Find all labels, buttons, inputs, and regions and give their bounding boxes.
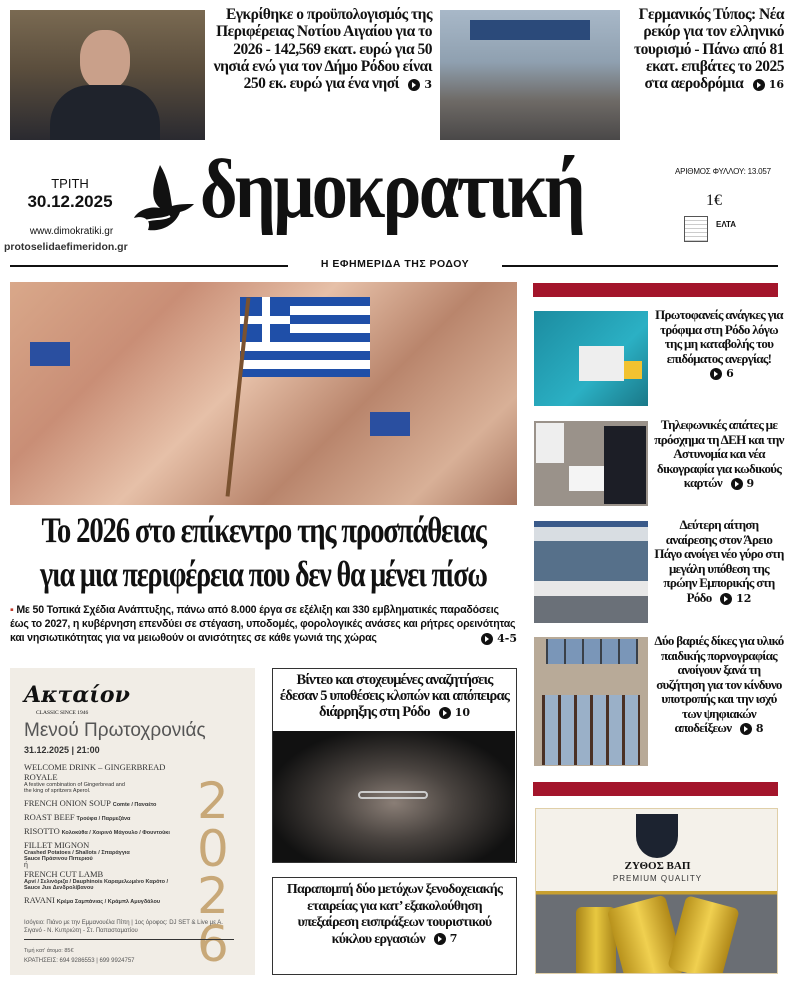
- source-site[interactable]: protoselidaefimeridon.gr: [4, 241, 128, 253]
- side-story-4-page: 8: [740, 723, 764, 735]
- top-story-2-page: 16: [753, 79, 784, 91]
- ad-datetime: 31.12.2025 | 21:00: [24, 745, 100, 755]
- top-story-1-headline: Εγκρίθηκε ο προϋπολογισμός της Περιφέρειας Νοτίου Αιγαίου για το 2026 - 142,569 εκατ. ευρώ για 50 νησιά ενώ για τον Δήμο Ρόδου είναι 250 εκ. ευρώ για ένα νησί: [213, 6, 432, 93]
- side-story-2-photo: [534, 421, 648, 506]
- elta-logo: ΕΛΤΑ: [716, 220, 737, 229]
- tagline-rule-right: [502, 265, 778, 267]
- postal-permit-stamp: [684, 216, 708, 242]
- ad-brand-sub: CLASSIC SINCE 1946: [36, 710, 89, 716]
- price: 1€: [706, 192, 722, 209]
- side-story-1[interactable]: [654, 308, 784, 381]
- ad-year: 2026: [197, 772, 229, 973]
- ad-menu-list: WELCOME DRINK – GINGERBREAD ROYALE A festive combination of Gingerbread and the king of spritzers Aperol. FRENCH ONION SOUP Comte / Παναέτο ROAST BEEF Τρούφα / Παρμεζάνα RISOTTO Κολοκύθα / Χοιρινό Μάγουλο / Φουντούκι FILLET MIGNON Crashed Potatoes / Shallots / Σπαράγγια Sauce Πράσινου Πιπεριού ή FRENCH CUT LAMB Αρνί / Σελινόριζα / Dauphinois Καραμελωμένο Καρότο / Sauce Jus Δενδρολίβανου RAVANI Κρέμα Σαμπάνιας / Κράμπλ Αμυγδάλου: [24, 762, 170, 905]
- side-story-4-headline: Δύο βαριές δίκες για υλικό παιδικής πορνογραφίας ανοίγουν ξανά τη συζήτηση για τον κίνδυνο υποτροπής και την ισχύ των ψηφιακών αποδείξεων: [654, 633, 784, 736]
- arrow-icon: [710, 368, 722, 380]
- side-story-4-photo: [534, 637, 648, 766]
- newspaper-title: δημοκρατική: [200, 143, 584, 236]
- side-story-1-page: 6: [710, 368, 734, 380]
- arrow-icon: [439, 707, 451, 719]
- top-story-2[interactable]: [622, 6, 784, 93]
- arrow-icon: [753, 79, 765, 91]
- tagline: Η ΕΦΗΜΕΡΙΔΑ ΤΗΣ ΡΟΔΟΥ: [320, 258, 470, 270]
- side-story-1-photo: [534, 311, 648, 406]
- section-bar-bottom: [533, 782, 778, 796]
- middle-story-2-headline: Παραπομπή δύο μετόχων ξενοδοχειακής εταιρείας για κατ’ εξακολούθηση υπεξαίρεση εισπράξεων τουριστικού κύκλου εργασιών: [286, 882, 503, 947]
- beer-advertisement[interactable]: [535, 808, 778, 974]
- middle-story-2-page: 7: [434, 933, 458, 946]
- top-story-1-page: 3: [408, 79, 432, 91]
- side-story-3[interactable]: [654, 518, 784, 605]
- middle-story-1-page: 10: [439, 707, 470, 719]
- ad-reservations: ΚΡΑΤΗΣΕΙΣ: 694 9286553 | 699 9924757: [24, 958, 135, 964]
- middle-story-1-text: [273, 669, 516, 729]
- ad-music: Ισόγειο: Πιάνο με την Εμμανουέλα Πίπη | 1ος όροφος: DJ SET & Live με Α. Σιγανό - Ν. Κυπριώτη - Στ. Παπασταματίου: [24, 919, 234, 940]
- menu-advertisement[interactable]: [10, 668, 255, 975]
- side-story-1-headline: Πρωτοφανείς ανάγκες για τρόφιμα στη Ρόδο λόγω της μη καταβολής του επιδόματος ανεργίας!: [655, 307, 783, 366]
- top-story-2-photo: [440, 10, 620, 140]
- lead-summary: ▪ Με 50 Τοπικά Σχέδια Ανάπτυξης, πάνω από 8.000 έργα σε εξέλιξη και 330 εμβληματικές παραδόσεις έως το 2027, η κυβέρνηση επενδύει σε στέγαση, υποδομές, φορολογικές ανάσες και ρήτρες ορεινότητας και νησιωτικότητας για να μειωθούν οι ανισότητες σε κάθε γωνιά της χώρας 4-5: [10, 604, 517, 645]
- lead-headline-line-2[interactable]: για μια περιφέρεια που δεν θα μένει πίσω: [40, 554, 487, 594]
- dove-logo-icon: [130, 160, 200, 235]
- side-story-3-headline: Δεύτερη αίτηση αναίρεσης στον Άρειο Πάγο ανοίγει νέο γύρο στη μεγάλη υπόθεση της πρώην Εμπορικής στη Ρόδο: [654, 517, 784, 605]
- issue-day: ΤΡΙΤΗ: [51, 176, 89, 191]
- side-story-2-headline: Τηλεφωνικές απάτες με πρόσχημα τη ΔΕΗ και την Αστυνομία και νέα δικογραφία για κωδικούς καρτών: [654, 417, 784, 491]
- middle-story-1-headline: Βίντεο και στοχευμένες αναζητήσεις έδεσαν 5 υποθέσεις κλοπών και απόπειρας διάρρηξης στη Ρόδο: [279, 672, 510, 721]
- top-story-1[interactable]: [208, 6, 432, 93]
- beer-sub: PREMIUM QUALITY: [612, 874, 703, 883]
- middle-story-2-text: [273, 878, 516, 948]
- lead-headline-line-1[interactable]: Το 2026 στο επίκεντρο της προσπάθειας: [41, 510, 486, 550]
- arrow-icon: [720, 593, 732, 605]
- tagline-rule-left: [10, 265, 288, 267]
- top-story-1-photo: [10, 10, 205, 140]
- lead-page: 4-5: [481, 632, 517, 647]
- side-story-2-page: 9: [731, 478, 755, 490]
- side-story-4[interactable]: [654, 634, 784, 736]
- arrow-icon: [481, 633, 493, 645]
- lead-headline-line-1-wrap: [10, 510, 517, 552]
- middle-story-1[interactable]: [272, 668, 517, 863]
- website[interactable]: www.dimokratiki.gr: [29, 226, 114, 237]
- beer-shield-logo: [636, 814, 678, 858]
- side-story-3-page: 12: [720, 593, 751, 605]
- ad-brand: Ακταίον: [24, 682, 130, 708]
- beer-brand: ΖΥΘΟΣ ΒΑΠ: [624, 860, 691, 872]
- handcuffs-photo: [273, 731, 515, 862]
- middle-story-2[interactable]: [272, 877, 517, 975]
- ad-title: Μενού Πρωτοχρονιάς: [24, 720, 206, 741]
- arrow-icon: [434, 933, 446, 945]
- section-bar-top: [533, 283, 778, 297]
- arrow-icon: [740, 723, 752, 735]
- beer-can-3: [667, 895, 740, 974]
- issue-number: ΑΡΙΘΜΟΣ ΦΥΛΛΟΥ: 13.057: [675, 167, 771, 176]
- issue-date: 30.12.2025: [27, 192, 113, 211]
- lead-photo-euro-banknotes: [10, 282, 517, 505]
- side-story-2[interactable]: [654, 418, 784, 491]
- ad-price: Τιμή κατ' άτομο: 85€: [24, 948, 74, 954]
- side-story-3-photo: [534, 521, 648, 623]
- lead-headline-line-2-wrap: [10, 554, 517, 596]
- top-story-2-headline: Γερμανικός Τύπος: Νέα ρεκόρ για τον ελληνικό τουρισμό - Πάνω από 81 εκατ. επιβάτες το 2025 στα αεροδρόμια: [633, 6, 784, 93]
- arrow-icon: [731, 478, 743, 490]
- arrow-icon: [408, 79, 420, 91]
